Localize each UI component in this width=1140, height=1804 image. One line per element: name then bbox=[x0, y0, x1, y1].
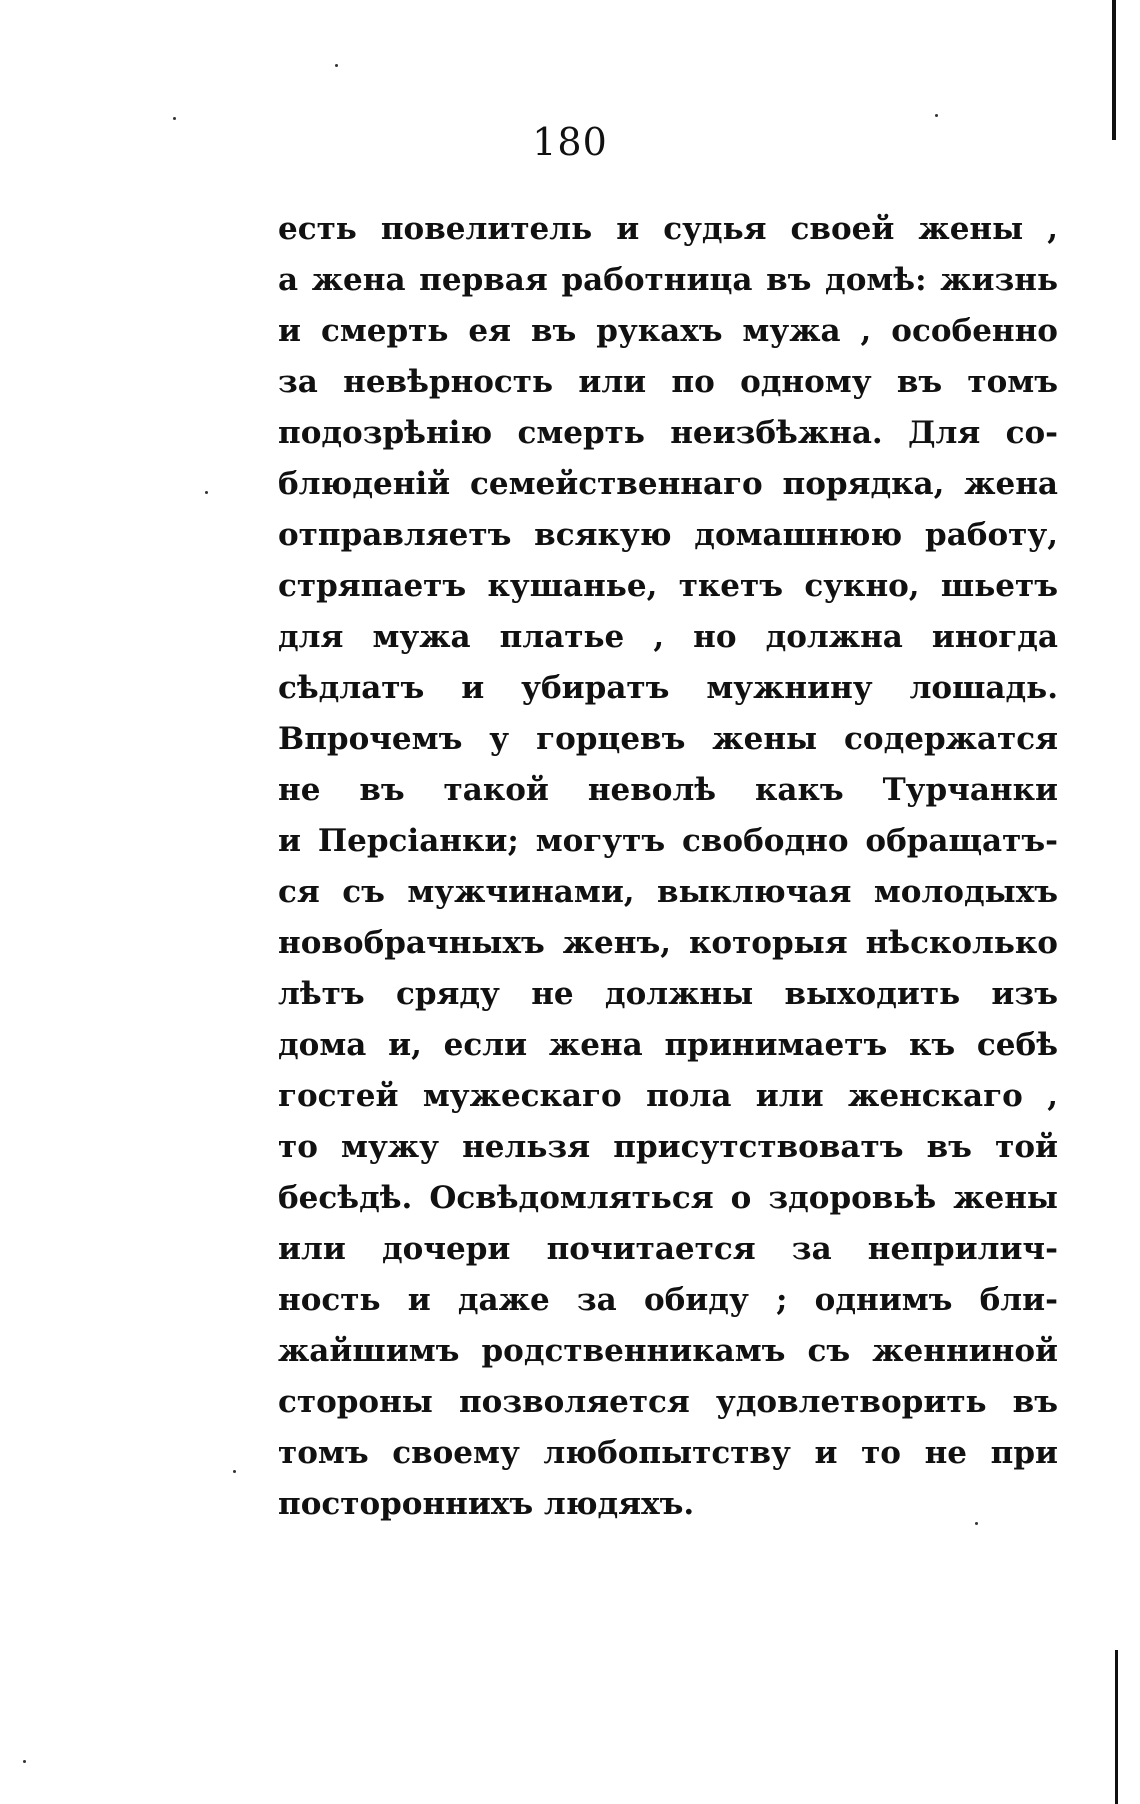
text-line: стороны позволяется удовлетворить въ bbox=[278, 1384, 1058, 1420]
text-line: не въ такой неволѣ какъ Турчанки bbox=[278, 772, 1058, 808]
text-line: подозрѣнію смерть неизбѣжна. Для со- bbox=[278, 415, 1058, 451]
text-line: есть повелитель и судья своей жены , bbox=[278, 211, 1058, 247]
text-line: Впрочемъ у горцевъ жены содержатся bbox=[278, 721, 1058, 757]
text-line: дома и, если жена принимаетъ къ себѣ bbox=[278, 1027, 1058, 1063]
text-line: ность и даже за обиду ; однимъ бли- bbox=[278, 1282, 1058, 1318]
text-line: сѣдлатъ и убиратъ мужнину лошадь. bbox=[278, 670, 1058, 706]
text-line: и Персіанки; могутъ свободно обращатъ- bbox=[278, 823, 1058, 859]
text-line: а жена первая работница въ домѣ: жизнь bbox=[278, 262, 1058, 298]
speck bbox=[23, 1760, 26, 1763]
speck bbox=[205, 491, 208, 494]
text-line: жайшимъ родственникамъ съ женниной bbox=[278, 1333, 1058, 1369]
page-edge-bottom bbox=[1115, 1650, 1118, 1804]
text-line: или дочери почитается за неприлич- bbox=[278, 1231, 1058, 1267]
text-line: томъ своему любопытству и то не при bbox=[278, 1435, 1058, 1471]
text-line: гостей мужескаго пола или женскаго , bbox=[278, 1078, 1058, 1114]
page-number: 180 bbox=[532, 120, 608, 164]
text-line: бесѣдѣ. Освѣдомляться о здоровьѣ жены bbox=[278, 1180, 1058, 1216]
speck bbox=[233, 1470, 236, 1473]
text-line: для мужа платье , но должна иногда bbox=[278, 619, 1058, 655]
text-line: ся съ мужчинами, выключая молодыхъ bbox=[278, 874, 1058, 910]
body-text bbox=[278, 204, 1058, 1530]
text-line: новобрачныхъ женъ, которыя нѣсколько bbox=[278, 925, 1058, 961]
speck bbox=[935, 114, 938, 117]
text-line: и смерть ея въ рукахъ мужа , особенно bbox=[278, 313, 1058, 349]
text-line: постороннихъ людяхъ. bbox=[278, 1486, 695, 1522]
page-edge-top bbox=[1112, 0, 1116, 140]
text-line: блюденій семейственнаго порядка, жена bbox=[278, 466, 1058, 502]
text-line: то мужу нельзя присутствоватъ въ той bbox=[278, 1129, 1058, 1165]
text-line: отправляетъ всякую домашнюю работу, bbox=[278, 517, 1058, 553]
speck bbox=[335, 64, 338, 67]
text-line: стряпаетъ кушанье, ткетъ сукно, шьетъ bbox=[278, 568, 1058, 604]
text-line: за невѣрность или по одному въ томъ bbox=[278, 364, 1058, 400]
text-line: лѣтъ сряду не должны выходить изъ bbox=[278, 976, 1058, 1012]
